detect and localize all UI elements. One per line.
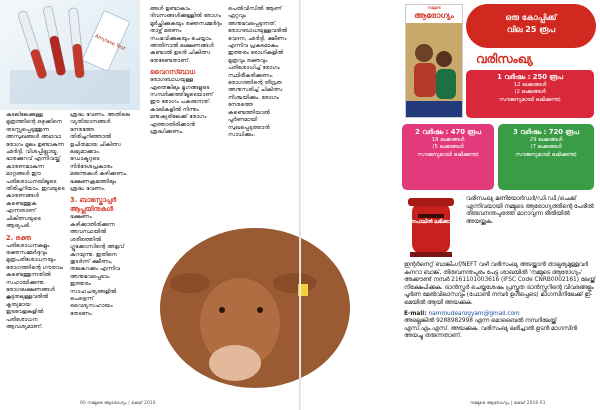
plan-issues: 12 ലക്കങ്ങൾ (513, 82, 547, 88)
article-paragraph: കുടലിലേക്കുള്ള മൂത്രത്തിന്റെ ഒഴുക്കിനെ തടസ്സപ്പെടുത്തുന്ന അസുഖങ്ങൾ അഥവാ രോഗം മൂലം ഉണ്ടാകുന്ന ഛർദ്ദി, വിശപ്പില്ലായ്മ, ഭാരക്കുറവ് എന്നിവയ്ക്ക് കാരണമാകുന്ന മാറ്റങ്ങൾ ഈ പരിശോധനയിലൂടെ തിരിച്ചറിയാം. ഇവയുടെ കാരണങ്ങൾ കണ്ടെത്തുക എന്നതാണ് ചികിത്സയുടെ ആദ്യപടി. (6, 112, 65, 230)
page-footer-right: നമ്മുടെ ആരോഗ്യം | മെയ് 2016 61 (470, 401, 546, 406)
price-line-1: ഒരു കോപ്പിക്ക് (505, 13, 557, 22)
article-paragraph: രോഗബാധയുള്ള ഏതെങ്കിലും മൃഗങ്ങളുടെ സമ്പർക്കത്തിലൂടെയാണ് ഈ രോഗം പകരുന്നത്. കാലികളിൽ നിന്നും മനുഷ്യരിലേക്ക് രോഗം എത്താതിരിക്കാൻ ശ്രദ്ധിക്കണം. (150, 77, 214, 136)
plan-free-note: സൗജന്യമായി ലഭിക്കുന്നു) (417, 151, 479, 158)
section-heading: 2. രക്ത (6, 233, 32, 242)
plan-issues: 29 ലക്കങ്ങൾ (529, 137, 563, 143)
article-column-2 (70, 112, 130, 317)
plan-title: 1 വർഷം : 250 രൂപ (497, 73, 563, 81)
subscription-3-year (498, 124, 594, 190)
postbox-label: തപാലിൽ ലഭിക്കാൻ (410, 220, 456, 225)
plan-free-issues: (5 ലക്കങ്ങൾ (432, 144, 464, 151)
section-heading: 3. ബാസ്കോപ്പർ ആപ്ലയിനുകൾ (70, 196, 117, 214)
test-label: Amylase Test (93, 33, 127, 53)
plan-free-issues: (7 ലക്കങ്ങൾ (530, 144, 562, 151)
plan-title: 2 വർഷം : 470 രൂപ (415, 128, 481, 136)
email-label: E-mail: (404, 310, 427, 317)
price-line-2: വില 25 രൂപ (506, 25, 556, 34)
plan-free-issues: (2 ലക്കങ്ങൾ (514, 89, 546, 96)
magazine-cover-image (405, 4, 463, 118)
plan-issues: 18 ലക്കങ്ങൾ (431, 137, 465, 143)
blood-test-tubes-image (0, 0, 140, 110)
cow-image (160, 228, 350, 388)
article-paragraph: പരിശോധനകളും രക്തസമ്മർദ്ദവും മൂത്രപരിശോധനയും രോഗത്തിന്റെ ഗൗരവം കണ്ടെത്തുന്നതിൽ സഹായിക്കുന്നു. രോഗലക്ഷണങ്ങൾ കൂടുതലുള്ളവരിൽ കൃത്യമായ ഇടവേളകളിൽ പരിശോധന ആവശ്യമാണ്. (6, 242, 63, 330)
neft-instructions (404, 262, 596, 392)
neft-text: ഇന്റർനെറ്റ് ബാങ്കിംഗ്/NEFT വഴി വരിസംഖ്യ അടയ്ക്കാൻ താല്പര്യമുള്ളവർ കനറാ ബാങ്ക്, തിരുവനന്തപുരം പേട്ട ശാഖയിൽ 'നമ്മുടെ ആരോഗ്യം' അക്കൗണ്ട് നമ്പർ 2161101003616 (IFSC Code CNRB0002161) ലേയ്ക്ക് നിക്ഷേപിക്കുക. ട്രാൻസ്ഫർ ചെയ്തശേഷം പ്രസ്തുത ട്രാൻസ്ഫറിന്റെ വിവരങ്ങളും പൂർണ മേൽവിലാസവും (ഫോൺ നമ്പർ ഉൾപ്പെടെ) മാഗസിനിലേക്ക് ഇ-മെയിൽ ആയി അയക്കുക. (404, 262, 596, 306)
article-paragraph: പെൽവിസിൽ ആണ് ഏറ്റവും അനുഭവപ്പെടുന്നത്. രോഗബാധയുള്ളവരിൽ വേദന, ഛർദ്ദി, ക്ഷീണം എന്നിവ പ്രകടമാകും. ഇത്തരം രോഗികളിൽ മൂത്രവും രക്തവും പരിശോധിച്ച് രോഗം സ്ഥിരീകരിക്കണം. രോഗത്തിന്റെ തീവ്രത അനുസരിച്ച് ചികിത്സ നിശ്ചയിക്കും. രോഗം നേരത്തെ കണ്ടെത്തിയാൽ പൂർണമായി സുഖപ്പെടുത്താൻ സാധിക്കും. (228, 6, 288, 138)
article-column-3 (150, 6, 222, 226)
cover-title: ആരോഗ്യം (414, 11, 454, 20)
email-link[interactable]: nammudearogyam@gmail.com (428, 310, 520, 317)
article-paragraph: ങ്ങൾ ഉണ്ടാകാം. ദിവസങ്ങൾക്കുള്ളിൽ രോഗം മൂർച്ഛിക്കുകയും രക്തസമ്മർദ്ദം താഴ്ന്ന് മരണം സംഭവിക്കുകയും ചെയ്യാം. അതിനാൽ ലക്ഷണങ്ങൾ കണ്ടാൽ ഉടൻ ചികിത്സ തേടേണ്ടതാണ്. (150, 6, 222, 64)
cover-subtitle: നമ്മുടെ (427, 5, 441, 10)
plan-free-note: സൗജന്യമായി ലഭിക്കുന്നു) (515, 151, 577, 158)
plan-title: 3 വർഷം : 720 രൂപ (513, 128, 579, 136)
section-heading: വൈറസ്ബാധ (150, 68, 196, 77)
article-paragraph: ഭക്ഷണം കഴിക്കാതിരിക്കുന്ന അവസ്ഥയിൽ ശരീരത്തിൽ ഗ്ലൂക്കോസിന്റെ അളവ് കുറയുന്നു. ഇതിനെ തുടർന്ന് ക്ഷീണം, തലകറക്കം എന്നിവ അനുഭവപ്പെടാം. ഇത്തരം സാഹചര്യങ്ങളിൽ പെട്ടെന്ന് വൈദ്യസഹായം തേടണം. (70, 214, 125, 317)
subscription-2-year (402, 124, 494, 190)
subscription-title: വരിസംഖ്യ (476, 52, 533, 66)
price-badge (466, 4, 596, 48)
page-footer-left: 60 നമ്മുടെ ആരോഗ്യം | മെയ് 2016 (80, 401, 156, 406)
subscription-1-year (466, 70, 594, 118)
article-paragraph: ശ്രദ്ധ വേണം. അതിലെ വ്യതിയാനങ്ങൾ നേരത്തേ തിരിച്ചറിഞ്ഞാൽ ഉചിതമായ ചികിത്സ ലഭ്യമാക്കാം. ഡോക്ടറുടെ നിർദേശപ്രകാരം മരുന്നുകൾ കഴിക്കണം. ഭക്ഷണക്രമത്തിലും ശ്രദ്ധ വേണം. (70, 112, 130, 193)
page-gutter (299, 0, 301, 410)
sms-text: അല്ലെങ്കിൽ 9288982998 എന്ന മൊബൈൽ നമ്പറിലേയ്ക്ക് എസ്.എം.എസ്. അയക്കുക. വരിസംഖ്യ ലഭിച്ചാൽ ഉടൻ മാഗസിൻ അയച്ചു തരുന്നതാണ്. (404, 318, 578, 340)
money-order-text: വരിസംഖ്യ മണിയോർഡർ/ഡി.ഡി./ചെക്ക് എന്നിവയായി നമ്മുടെ ആരോഗ്യത്തിന്റെ പേരിൽ തിരുവനന്തപുരത്ത് മാറാവുന്ന രീതിയിൽ അയയ്ക്കുക. (466, 196, 594, 225)
plan-free-note: സൗജന്യമായി ലഭിക്കുന്നു) (499, 96, 561, 103)
payment-instructions (466, 196, 596, 260)
postbox-icon (404, 196, 462, 258)
article-column-1 (6, 112, 66, 400)
